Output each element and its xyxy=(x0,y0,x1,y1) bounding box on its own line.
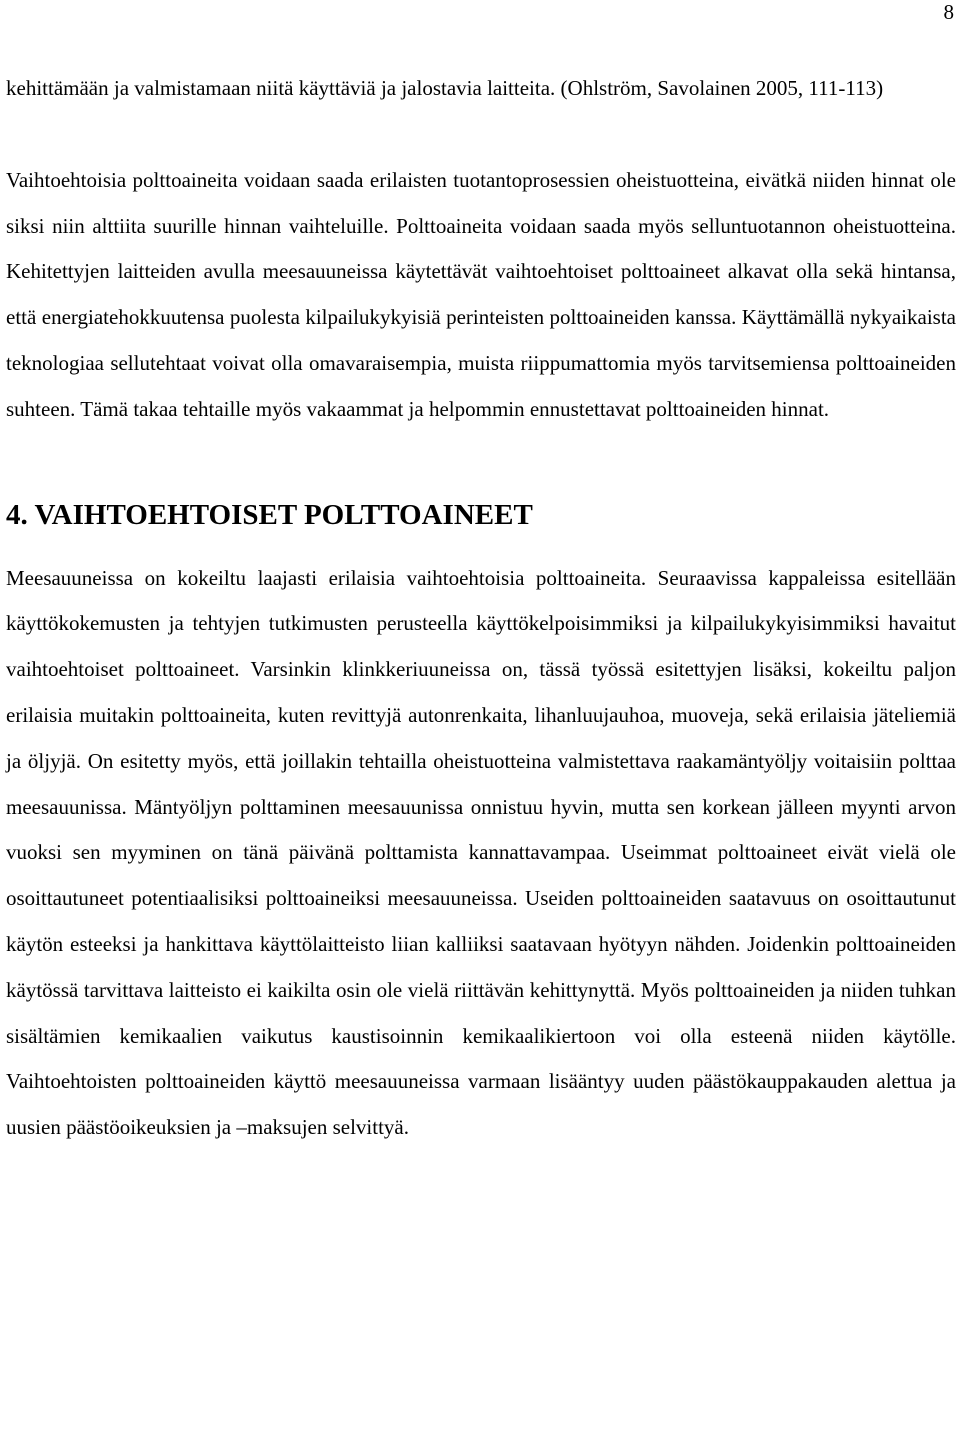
paragraph-intro-continuation: kehittämään ja valmistamaan niitä käyttäviä ja jalostavia laitteita. (Ohlström, Savolainen 2005, 111-113) xyxy=(6,76,884,100)
document-body xyxy=(6,66,956,1151)
section-heading: 4. VAIHTOEHTOISET POLTTOAINEET xyxy=(6,498,533,531)
paragraph-alternative-fuels-overview: Vaihtoehtoisia polttoaineita voidaan saada erilaisten tuotantoprosessien oheistuotteina, eivätkä niiden hinnat ole siksi niin alttiita suurille hinnan vaihteluille. Polttoaineita voidaan saada myös selluntuotannon oheistuotteina. Kehitettyjen laitteiden avulla meesauuneissa käytettävät vaihtoehtoiset polttoaineet alkavat olla sekä hintansa, että energiatehokkuutensa puolesta kilpailukykyisiä perinteisten polttoaineiden kanssa. Käyttämällä nykyaikaista teknologiaa sellutehtaat voivat olla omavaraisempia, muista riippumattomia myös tarvitsemiensa polttoaineiden suhteen. Tämä takaa tehtaille myös vakaammat ja helpommin ennustettavat polttoaineiden hinnat. xyxy=(6,167,956,421)
paragraph-section-body: Meesauuneissa on kokeiltu laajasti erilaisia vaihtoehtoisia polttoaineita. Seuraavissa kappaleissa esitellään käyttökokemusten ja tehtyjen tutkimusten perusteella käyttökelpoisimmiksi ja kilpailukykyisimmiksi havaitut vaihtoehtoiset polttoaineet. Varsinkin klinkkeriuuneissa on, tässä työssä esitettyjen lisäksi, kokeiltu paljon erilaisia muitakin polttoaineita, kuten revittyjä autonrenkaita, lihanluujauhoa, muoveja, sekä erilaisia jäteliemiä ja öljyjä. On esitetty myös, että joillakin tehtailla oheistuotteina valmistettava raakamäntyöljy voitaisiin polttaa meesauunissa. Mäntyöljyn polttaminen meesauunissa onnistuu hyvin, mutta sen korkean jälleen myynti arvon vuoksi sen myyminen on tänä päivänä polttamista kannattavampaa. Useimmat polttoaineet eivät vielä ole osoittautuneet potentiaalisiksi polttoaineiksi meesauuneissa. Useiden polttoaineiden saatavuus on osoittautunut käytön esteeksi ja hankittava käyttölaitteisto liian kalliiksi saatavaan hyötyyn nähden. Joidenkin polttoaineiden käytössä tarvittava laitteisto ei kaikilta osin ole vielä riittävän kehittynyttä. Myös polttoaineiden ja niiden tuhkan sisältämien kemikaalien vaikutus kaustisoinnin kemikaalikiertoon voi olla esteenä niiden käytölle. Vaihtoehtoisten polttoaineiden käyttö meesauuneissa varmaan lisääntyy uuden päästökauppakauden alettua ja uusien päästöoikeuksien ja –maksujen selvittyä. xyxy=(6,565,956,1140)
page-number: 8 xyxy=(943,0,954,24)
